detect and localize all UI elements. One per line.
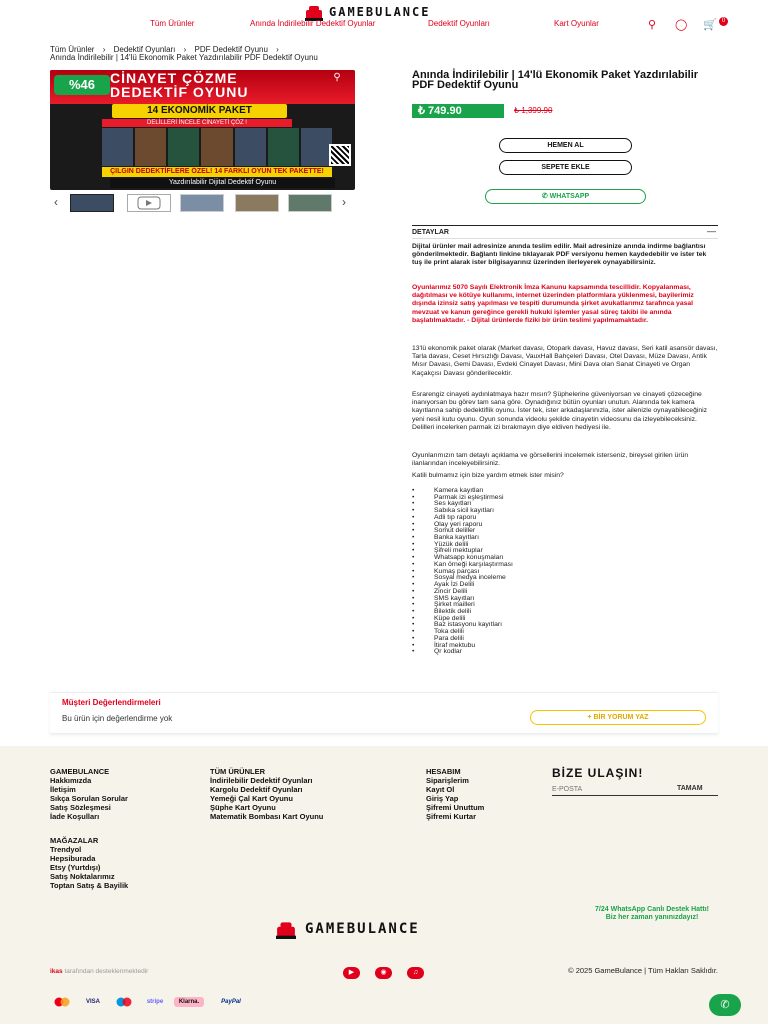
hero-package-label: 14 EKONOMİK PAKET xyxy=(112,104,287,118)
list-item: • Kamera kayıtları xyxy=(412,488,718,495)
list-item: • Banka kayıtları xyxy=(412,535,718,542)
game-cover xyxy=(102,128,133,166)
footer-link[interactable]: Kargolu Dedektif Oyunları xyxy=(210,785,303,794)
footer-link[interactable]: Kayıt Ol xyxy=(426,785,455,794)
list-item: • Bilektik delili xyxy=(412,609,718,616)
footer-link[interactable]: Şifremi Kurtar xyxy=(426,812,477,821)
whatsapp-float-icon[interactable]: ✆ xyxy=(709,994,741,1016)
list-item: • Yüzük delili xyxy=(412,542,718,549)
list-item: • Küpe delili xyxy=(412,616,718,623)
footer-link[interactable]: Trendyol xyxy=(50,845,82,854)
details-story-text: Esrarengiz cinayeti aydınlatmaya hazır mısın? Şüphelerine güveniyorsan ve cinayeti çözeceğine inanıyorsan bu görev tam sana göre. Oynadığınız bütün oyunları unutun. Alanında tek kamera kayıtlarına sahip dedektiflik oyunu. İster tek, ister arkadaşlarınızla, ister ailenizle oynayabileceğiniz yeni nesil kutu oyunu. Oyun sonunda videolu şekilde cinayetin videosunu da izleyebileceksiniz. Delilleri incelerken parmak izi bırakmayın diye eldiven hediyesi ile. xyxy=(412,391,708,431)
footer-col-title: TÜM ÜRÜNLER xyxy=(210,767,265,776)
write-review-button[interactable]: + BİR YORUM YAZ xyxy=(530,710,706,725)
footer-link[interactable]: Satış Noktalarımız xyxy=(50,872,115,881)
list-item: • Whatsapp konuşmaları xyxy=(412,555,718,562)
product-title: Anında İndirilebilir | 14'lü Ekonomik Paket Yazdırılabilir PDF Dedektif Oyunu xyxy=(412,69,699,91)
list-item: • Somut deliller xyxy=(412,528,718,535)
powered-by xyxy=(50,968,148,975)
list-item: • Para delili xyxy=(412,636,718,643)
klarna-icon: Klarna. xyxy=(174,997,204,1007)
footer-link[interactable]: Şüphe Kart Oyunu xyxy=(210,803,276,812)
cart-icon[interactable]: 🛒 xyxy=(703,19,717,31)
footer-link[interactable]: Şifremi Unuttum xyxy=(426,803,485,812)
collapse-icon[interactable]: — xyxy=(707,226,716,236)
breadcrumb-separator: › xyxy=(183,45,187,54)
footer-link[interactable]: Yemeği Çal Kart Oyunu xyxy=(210,794,293,803)
game-cover xyxy=(201,128,232,166)
list-item: • Şirket mailleri xyxy=(412,602,718,609)
qr-code-icon xyxy=(329,144,351,166)
thumbnail[interactable] xyxy=(180,194,224,212)
footer-link[interactable]: İndirilebilir Dedektif Oyunları xyxy=(210,776,313,785)
hero-title-line1: CİNAYET ÇÖZME xyxy=(110,70,238,86)
evidence-list xyxy=(412,488,718,656)
whatsapp-button[interactable] xyxy=(485,189,646,204)
video-thumbnail[interactable] xyxy=(127,194,171,212)
footer-col-title: MAĞAZALAR xyxy=(50,836,99,845)
details-delivery-text: Dijital ürünler mail adresinize anında teslim edilir. Mail adresinize anında indirme bağlantısı gönderilmektedir. Bağlantı linkine tıklayarak PDF versiyonu hemen kaydedebilir ve ister tek tuş ile print alarak ister bilgisayarınız üzerinden ilerleyerek oynayabilirsiniz. xyxy=(412,243,707,267)
breadcrumb-separator: › xyxy=(276,45,279,54)
chevron-left-icon[interactable]: ‹ xyxy=(54,195,58,209)
paypal-icon: PayPal xyxy=(221,999,241,1005)
contact-title: BİZE ULAŞIN! xyxy=(552,766,644,780)
thumbnail[interactable] xyxy=(235,194,279,212)
reviews-empty-text: Bu ürün için değerlendirme yok xyxy=(62,714,173,723)
game-cover xyxy=(135,128,166,166)
email-submit-button[interactable]: TAMAM xyxy=(677,785,703,792)
instagram-icon[interactable]: ◉ xyxy=(375,967,392,979)
list-item: • Toka delili xyxy=(412,629,718,636)
breadcrumb-item[interactable]: Dedektif Oyunları xyxy=(113,45,176,54)
copyright: © 2025 GameBulance | Tüm Hakları Saklıdır. xyxy=(568,966,718,975)
hero-game-covers xyxy=(102,128,332,166)
breadcrumb-item[interactable]: Tüm Ürünler xyxy=(50,45,95,54)
youtube-icon[interactable]: ▶ xyxy=(343,967,360,979)
footer-col-title: HESABIM xyxy=(426,767,461,776)
tiktok-icon[interactable]: ♫ xyxy=(407,967,424,979)
list-item: • Ses kayıtları xyxy=(412,501,718,508)
hero-bottom-banner: ÇILGIN DEDEKTİFLERE ÖZEL! 14 FARKLI OYUN TEK PAKETTE! xyxy=(102,167,332,177)
ikas-logo[interactable]: ikas xyxy=(50,968,63,975)
cart-count-badge: 0 xyxy=(719,17,728,26)
breadcrumb-separator: › xyxy=(102,45,106,54)
hero-banner: DELİLLERİ İNCELE CİNAYETİ ÇÖZ ! xyxy=(102,119,292,127)
brand-name: GAMEBULANCE xyxy=(329,5,431,19)
list-item: • Baz istasyonu kayıtları xyxy=(412,622,718,629)
user-icon[interactable]: ◯ xyxy=(675,19,688,31)
visa-icon: VISA xyxy=(85,999,100,1005)
list-item: • Kan örneği karşılaştırması xyxy=(412,562,718,569)
list-item: • Parmak izi eşleştirmesi xyxy=(412,495,718,502)
details-question-text: Katili bulmamız için bize yardım etmek ister misin? xyxy=(412,472,564,479)
zoom-icon[interactable]: ⚲ xyxy=(333,72,341,83)
list-item: • Ayak İzi Delili xyxy=(412,582,718,589)
thumbnail[interactable] xyxy=(70,194,114,212)
nav-item-card[interactable]: Kart Oyunlar xyxy=(554,19,599,28)
details-package-text: 13'lü ekonomik paket olarak (Market davası, Otopark davası, Havuz davası, Seri katil asansör davası, Tarla davası, Ceset Hırsızlığı Davası, VauxHall Bahçeleri Davası, Otel Davası, Müze Davası, Antik Mısır Davası, Gemi Davası, Evdeki Cinayet Davası, Mini Dava olan Sanat Cinayeti ve Organ Kaçakçısı Davası gönderilecektir. xyxy=(412,345,718,377)
search-icon[interactable]: ⚲ xyxy=(647,19,657,31)
footer-col-account xyxy=(426,767,484,821)
footer-col-stores xyxy=(50,836,128,890)
footer-link[interactable]: İletişim xyxy=(50,785,76,794)
footer-link[interactable]: Etsy (Yurtdışı) xyxy=(50,863,101,872)
footer-link[interactable]: Hakkımızda xyxy=(50,776,92,785)
footer-link[interactable]: Siparişlerim xyxy=(426,776,469,785)
list-item: • Sabıka sicil kayıtları xyxy=(412,508,718,515)
game-cover xyxy=(168,128,199,166)
list-item: • Sosyal medya inceleme xyxy=(412,575,718,582)
buy-now-button[interactable]: HEMEN AL xyxy=(499,138,632,153)
breadcrumb-item[interactable]: PDF Dedektif Oyunu xyxy=(194,45,268,54)
footer-col-title: GAMEBULANCE xyxy=(50,767,110,776)
whatsapp-support-text[interactable]: 7/24 WhatsApp Canlı Destek Hattı! Biz her zaman yanınızdayız! xyxy=(595,906,709,921)
nav-item-downloadable[interactable]: Anında İndirilebilir Dedektif Oyunlar xyxy=(250,19,376,28)
list-item: • İtiraf mektubu xyxy=(412,643,718,650)
discount-badge: %46 xyxy=(54,75,110,95)
game-cover xyxy=(235,128,266,166)
footer-col-products xyxy=(210,767,323,821)
footer-link[interactable]: Sıkça Sorulan Sorular xyxy=(50,794,128,803)
thumbnail[interactable] xyxy=(288,194,332,212)
maestro-icon xyxy=(114,997,134,1007)
game-cover xyxy=(301,128,332,166)
nav-item-all-products[interactable]: Tüm Ürünler xyxy=(150,19,195,28)
footer-link[interactable]: İade Koşulları xyxy=(50,812,100,821)
footer-link[interactable]: Satış Sözleşmesi xyxy=(50,803,111,812)
footer-link[interactable]: Matematik Bombası Kart Oyunu xyxy=(210,812,324,821)
footer-link[interactable]: Giriş Yap xyxy=(426,794,459,803)
product-price: ₺ 749.90 xyxy=(412,104,504,118)
list-item: • Kumaş parçası xyxy=(412,569,718,576)
nav-item-detective[interactable]: Dedektif Oyunları xyxy=(428,19,490,28)
reviews-title: Müşteri Değerlendirmeleri xyxy=(62,698,161,707)
whatsapp-button-label: WHATSAPP xyxy=(549,193,590,200)
hero-title-line2: DEDEKTİF OYUNU xyxy=(110,84,249,100)
footer-brand-name: GAMEBULANCE xyxy=(305,921,420,937)
list-item: • Adli tıp raporu xyxy=(412,515,718,522)
list-item: • Qr kodlar xyxy=(412,649,718,656)
details-legal-text: Oyunlarımız 5070 Sayılı Elektronik İmza Kanunu kapsamında tescillidir. Kopyalanması, dağıtılması ve kötüye kullanımı, internet üzerinden platformlara yüklenmesi, bayilerimiz dışında izinsiz satış yapılması ve tespiti durumunda şirket avukatlarımız tarafınca yasal mevzuat ve kanun gereğince gerekli hukuki işlemler yasal süreç takibi ile anında başlatılmaktadır. - Dijital ürünlerde fiziki bir ürün teslimi yapılmamaktadır. xyxy=(412,284,694,324)
product-old-price: ₺ 1,399.90 xyxy=(514,106,553,115)
footer-link[interactable]: Hepsiburada xyxy=(50,854,96,863)
breadcrumb-current: Anında İndirilebilir | 14'lü Ekonomik Paket Yazdırılabilir PDF Dedektif Oyunu xyxy=(50,53,318,62)
stripe-icon: stripe xyxy=(146,999,164,1005)
game-cover xyxy=(268,128,299,166)
play-icon xyxy=(128,195,170,211)
siren-icon xyxy=(273,919,299,939)
list-item: • Zincir Delili xyxy=(412,589,718,596)
footer-logo[interactable] xyxy=(273,918,495,940)
whatsapp-icon: ✆ xyxy=(541,193,548,200)
details-info-text: Oyunlarımızın tam detaylı açıklama ve görsellerini incelemek isterseniz, bireysel girilen ürün ilanlarından inceleyebilirsiniz. xyxy=(412,452,689,468)
list-item: • Olay yeri raporu xyxy=(412,522,718,529)
details-accordion-header[interactable]: DETAYLAR xyxy=(412,225,718,239)
mastercard-icon xyxy=(52,997,72,1007)
chevron-right-icon[interactable]: › xyxy=(342,195,346,209)
list-item: • Şifreli mektuplar xyxy=(412,548,718,555)
add-to-cart-button[interactable]: SEPETE EKLE xyxy=(499,160,632,175)
hero-footer-text: Yazdırılabilir Dijital Dedektif Oyunu xyxy=(110,178,335,188)
list-item: • SMS kayıtları xyxy=(412,596,718,603)
powered-by-text: tarafından desteklenmektedir xyxy=(64,968,149,975)
footer-col-company xyxy=(50,767,128,821)
footer-link[interactable]: Toptan Satış & Bayilik xyxy=(50,881,129,890)
